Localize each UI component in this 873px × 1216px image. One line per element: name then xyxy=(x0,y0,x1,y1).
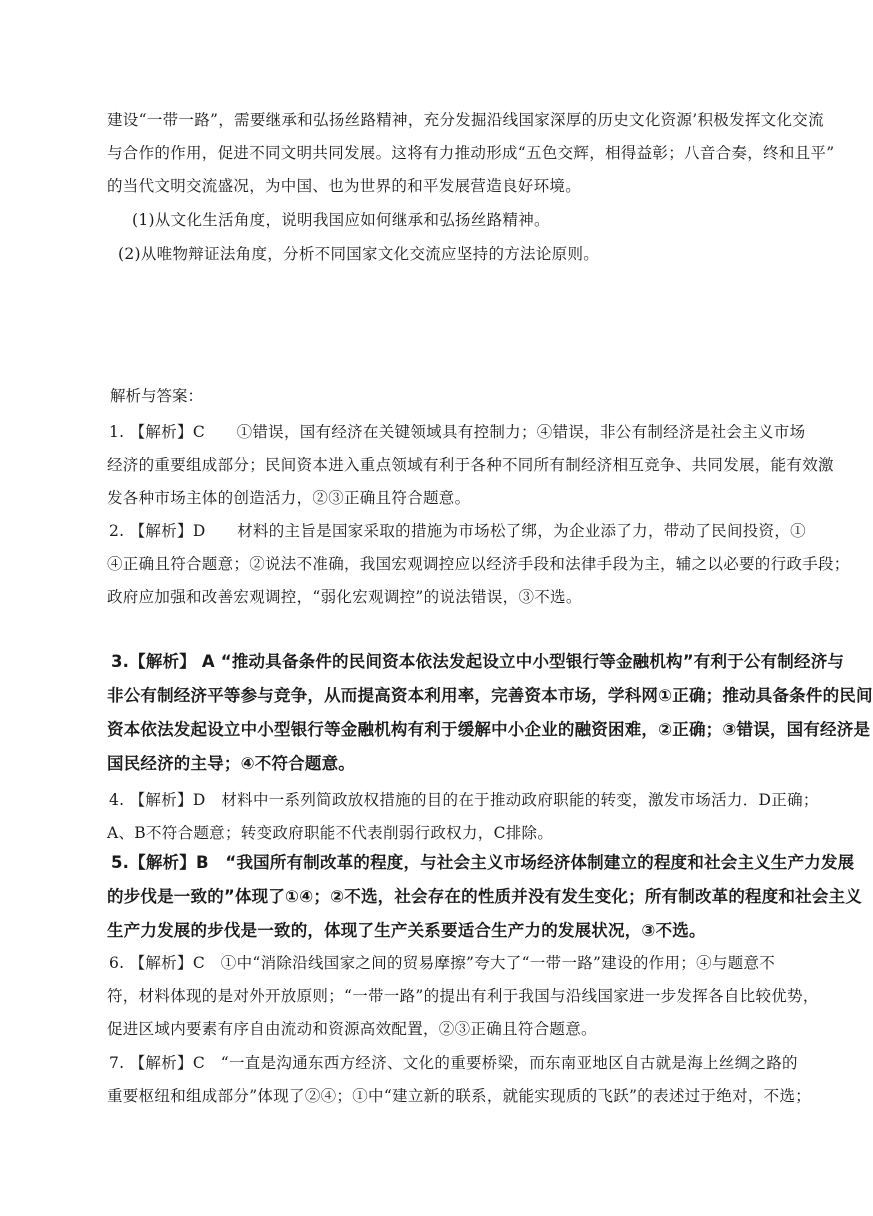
text-line: 非公有制经济平等参与竞争，从而提高资本利用率，完善资本市场，学科网①正确；推动具备条件的民间 xyxy=(107,686,873,705)
text-line: 重要枢纽和组成部分”体现了②④；①中“建立新的联系，就能实现质的飞跃”的表述过于绝对，不选； xyxy=(107,1087,812,1105)
text-line: A、B不符合题意；转变政府职能不代表削弱行政权力，C排除。 xyxy=(107,824,554,842)
text-line: 生产力发展的步伐是一致的，体现了生产关系要适合生产力的发展状况，③不选。 xyxy=(107,921,706,940)
answer-3 xyxy=(107,645,873,781)
text-line: 6. 【解析】C ①中“消除沿线国家之间的贸易摩擦”夸大了“一带一路”建设的作用；④与题意不 xyxy=(109,954,776,972)
text-line: ④正确且符合题意；②说法不准确，我国宏观调控应以经济手段和法律手段为主，辅之以必要的行政手段； xyxy=(107,555,850,573)
answer-2 xyxy=(107,515,850,614)
answer-6 xyxy=(107,947,819,1046)
text-line: 2. 【解析】D 材料的主旨是国家采取的措施为市场松了绑，为企业添了力，带动了民间投资，① xyxy=(109,522,806,540)
text-line: 与合作的作用，促进不同文明共同发展。这将有力推动形成“五色交辉，相得益彰；八音合奏，终和且平” xyxy=(107,144,835,162)
text-line: 发各种市场主体的创造活力，②③正确且符合题意。 xyxy=(107,489,471,507)
question-text: (1)从文化生活角度，说明我国应如何继承和弘扬丝路精神。 xyxy=(132,211,550,229)
text-line: 3.【解析】 A “推动具备条件的民间资本依法发起设立中小型银行等金融机构”有利于公有制经济与 xyxy=(111,652,845,671)
text-line: 建设“一带一路”，需要继承和弘扬丝路精神，充分发掘沿线国家深厚的历史文化资源’积极发挥文化交流 xyxy=(107,111,824,129)
text-line: 政府应加强和改善宏观调控，“弱化宏观调控”的说法错误，③不选。 xyxy=(107,588,582,606)
answer-5 xyxy=(107,846,862,948)
text-line: 的步伐是一致的”体现了①④；②不选，社会存在的性质并没有发生变化；所有制改革的程度和社会主义 xyxy=(107,887,862,906)
text-line: 促进区域内要素有序自由流动和资源高效配置，②③正确且符合题意。 xyxy=(107,1020,597,1038)
answer-4 xyxy=(107,784,819,850)
text-line: 的当代文明交流盛况，为中国、也为世界的和平发展营造良好环境。 xyxy=(107,177,582,195)
text-line: 4. 【解析】D 材料中一系列简政放权措施的目的在于推动政府职能的转变，激发市场活力．D正确； xyxy=(109,791,819,809)
text-line: 国民经济的主导；④不符合题意。 xyxy=(107,754,355,773)
question-1 xyxy=(132,204,808,237)
text-line: 经济的重要组成部分；民间资本进入重点领域有利于各种不同所有制经济相互竞争、共同发展，能有效激 xyxy=(107,456,834,474)
text-line: 7. 【解析】C “一直是沟通东西方经济、文化的重要桥梁，而东南亚地区自古就是海上丝绸之路的 xyxy=(109,1054,798,1072)
text-line: 5.【解析】B “我国所有制改革的程度，与社会主义市场经济体制建立的程度和社会主义生产力发展 xyxy=(111,853,855,872)
question-2 xyxy=(118,238,794,271)
answer-1 xyxy=(107,416,834,515)
text-line: 资本依法发起设立中小型银行等金融机构有利于缓解中小企业的融资困难，②正确；③错误，国有经济是 xyxy=(107,720,871,739)
answers-heading: 解析与答案： xyxy=(110,387,204,405)
text-line: 符，材料体现的是对外开放原则；“一带一路”的提出有利于我国与沿线国家进一步发挥各自比较优势， xyxy=(107,987,819,1005)
intro-paragraph xyxy=(107,104,835,203)
question-text: (2)从唯物辩证法角度，分析不同国家文化交流应坚持的方法论原则。 xyxy=(118,245,600,263)
text-line: 1. 【解析】C ①错误，国有经济在关键领域具有控制力；④错误，非公有制经济是社会主义市场 xyxy=(109,423,806,441)
answer-7 xyxy=(107,1047,812,1113)
